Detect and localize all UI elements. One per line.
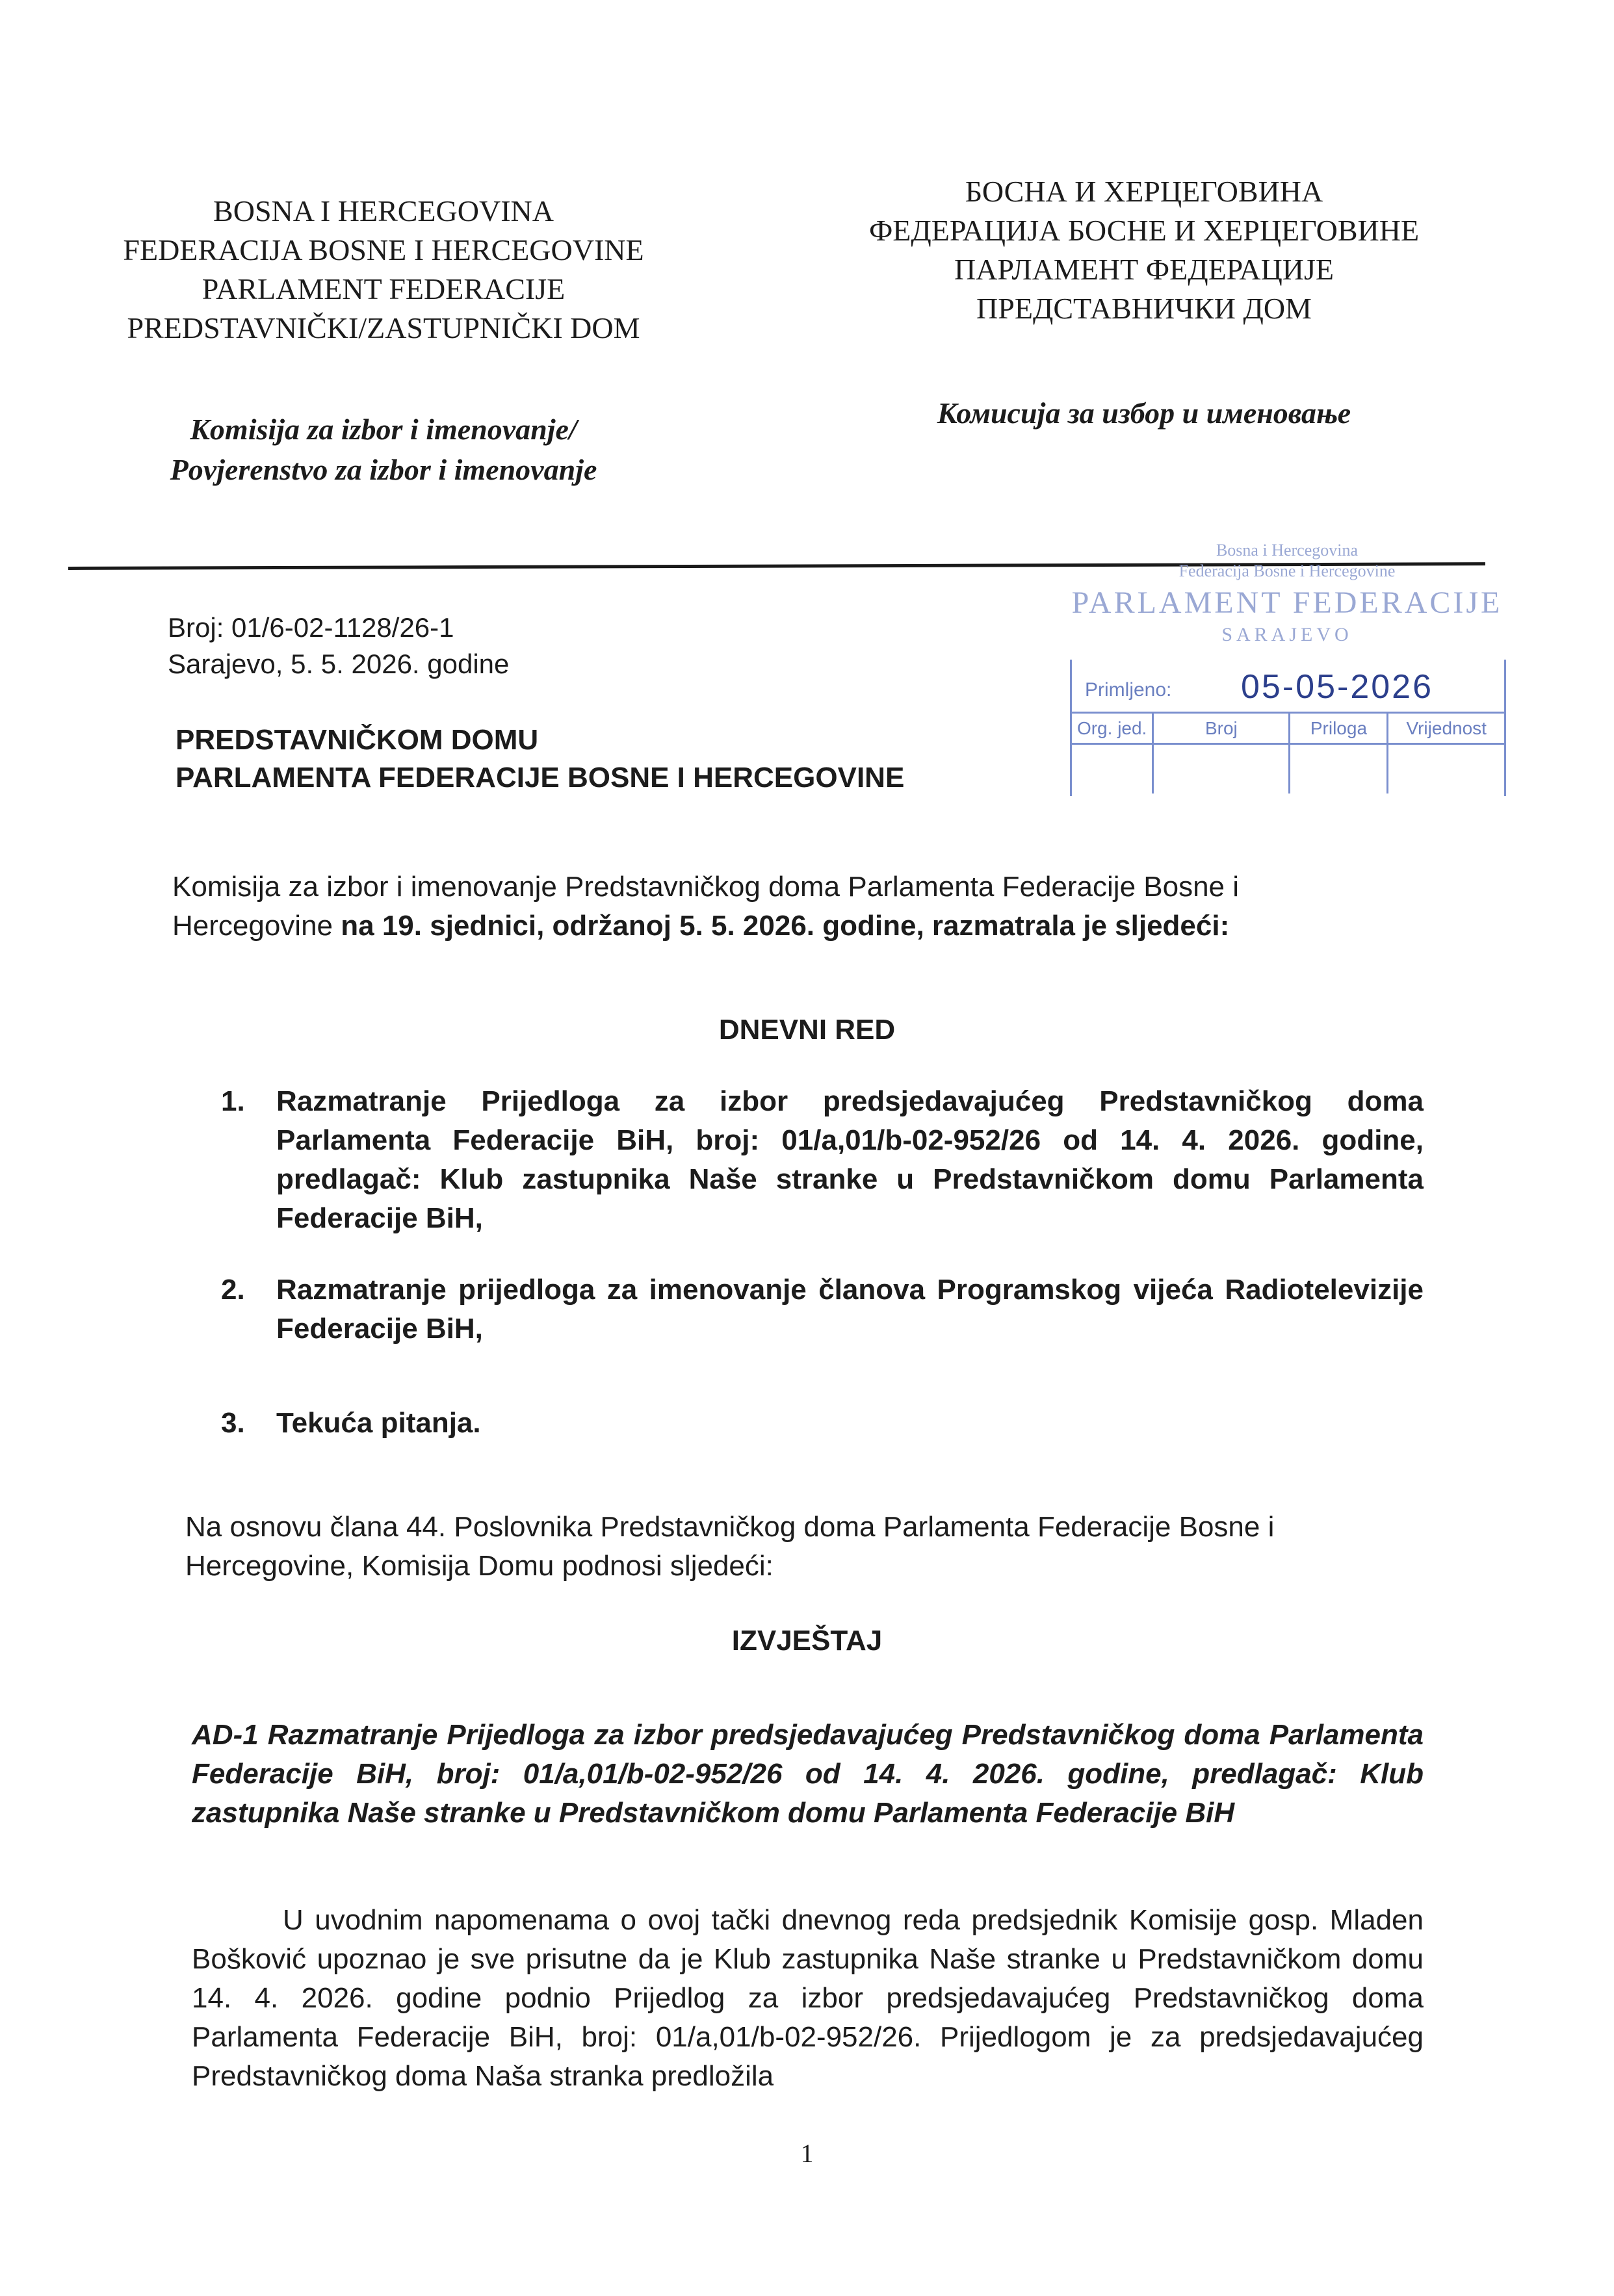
stamp-line: SARAJEVO bbox=[1221, 624, 1353, 645]
header-left bbox=[59, 192, 709, 348]
addressee-line: PARLAMENTA FEDERACIJE BOSNE I HERCEGOVINE bbox=[176, 762, 905, 793]
agenda-item-text: Razmatranje Prijedloga za izbor predsjedavajućeg Predstavničkog doma Parlamenta Federacije BiH, broj: 01/a,01/b-02-952/26 od 14. 4. 2026. godine, predlagač: Klub zastupnika Naše stranke u Predstavničkom domu Parlamenta Federacije BiH, bbox=[276, 1085, 1424, 1234]
stamp-cell bbox=[1154, 745, 1290, 793]
header-left-line: PREDSTAVNIČKI/ZASTUPNIČKI DOM bbox=[127, 311, 640, 344]
committee-left-line: Povjerenstvo za izbor i imenovanje bbox=[170, 453, 597, 486]
stamp-line: Federacija Bosne i Hercegovine bbox=[1178, 561, 1396, 580]
stamp-column-header: Broj bbox=[1154, 714, 1290, 743]
committee-left-line: Komisija za izbor i imenovanje/ bbox=[190, 413, 577, 446]
header-right bbox=[806, 172, 1482, 328]
stamp-cell bbox=[1290, 745, 1388, 793]
header-left-line: FEDERACIJA BOSNE I HERCEGOVINE bbox=[123, 233, 644, 266]
report-title: IZVJEŠTAJ bbox=[731, 1625, 883, 1657]
agenda-item-number: 1. bbox=[221, 1085, 245, 1117]
ad1-heading: AD-1 Razmatranje Prijedloga za izbor predsjedavajućeg Predstavničkog doma Parlamenta Federacije BiH, broj: 01/a,01/b-02-952/26 od 14. 4. 2026. godine, predlagač: Klub zastupnika Naše stranke u Predstavničkom domu Parlamenta Federacije BiH bbox=[192, 1719, 1424, 1829]
addressee bbox=[176, 721, 904, 797]
header-left-line: BOSNA I HERCEGOVINA bbox=[213, 194, 554, 227]
addressee-line: PREDSTAVNIČKOM DOMU bbox=[176, 724, 539, 756]
stamp-column-header: Vrijednost bbox=[1406, 718, 1487, 738]
header-right-line: БОСНА И ХЕРЦЕГОВИНА bbox=[965, 175, 1323, 208]
stamp-cell bbox=[1388, 745, 1504, 793]
document-meta bbox=[168, 610, 509, 682]
intro-bold-text: na 19. sjednici, održanoj 5. 5. 2026. godine, razmatrala je sljedeći: bbox=[341, 910, 1230, 942]
stamp-line: PARLAMENT FEDERACIJE bbox=[1071, 586, 1503, 620]
legal-basis-paragraph: Na osnovu člana 44. Poslovnika Predstavničkog doma Parlamenta Federacije Bosne i Hercegovine, Komisija Domu podnosi sljedeći: bbox=[185, 1511, 1275, 1582]
intro-paragraph bbox=[172, 868, 1407, 946]
stamp-received-date: 05-05-2026 bbox=[1241, 668, 1433, 706]
header-right-line: ПРЕДСТАВНИЧКИ ДОМ bbox=[976, 292, 1312, 325]
agenda-title: DNEVNI RED bbox=[718, 1014, 896, 1046]
stamp-line: Bosna i Hercegovina bbox=[1216, 541, 1359, 560]
header-right-line: ПАРЛАМЕНТ ФЕДЕРАЦИЈЕ bbox=[954, 253, 1334, 286]
stamp-table bbox=[1070, 660, 1506, 796]
received-stamp bbox=[1066, 533, 1508, 799]
stamp-received-row bbox=[1072, 666, 1504, 714]
agenda-item-number: 2. bbox=[221, 1274, 245, 1306]
agenda-item-text: Razmatranje prijedloga za imenovanje članova Programskog vijeća Radiotelevizije Federacije BiH, bbox=[276, 1274, 1424, 1345]
stamp-cell bbox=[1072, 745, 1154, 793]
stamp-column-header: Priloga bbox=[1290, 714, 1388, 743]
intro-text: Komisija za izbor i imenovanje Predstavničkog doma Parlamenta Federacije Bosne i Hercegovine bbox=[172, 871, 1240, 942]
stamp-received-label: Primljeno: bbox=[1085, 679, 1172, 701]
header-left-line: PARLAMENT FEDERACIJE bbox=[202, 272, 566, 305]
committee-left bbox=[59, 409, 709, 490]
committee-right: Комисија за избор и именовање bbox=[937, 396, 1351, 430]
stamp-column-header: Org. jed. bbox=[1072, 714, 1154, 743]
stamp-empty-cells bbox=[1072, 745, 1504, 793]
document-number: Broj: 01/6-02-1128/26-1 bbox=[168, 612, 454, 643]
document-place-date: Sarajevo, 5. 5. 2026. godine bbox=[168, 649, 510, 679]
agenda-item-text: Tekuća pitanja. bbox=[276, 1407, 481, 1439]
agenda-item-number: 3. bbox=[221, 1407, 245, 1439]
header-right-line: ФЕДЕРАЦИЈА БОСНЕ И ХЕРЦЕГОВИНЕ bbox=[868, 214, 1420, 247]
stamp-columns bbox=[1072, 714, 1504, 745]
page-number: 1 bbox=[800, 2139, 814, 2168]
ad1-paragraph: U uvodnim napomenama o ovoj tački dnevnog reda predsjednik Komisije gosp. Mladen Bošković upoznao je sve prisutne da je Klub zastupnika Naše stranke u Predstavničkom domu 14. 4. 2026. godine podnio Prijedlog za izbor predsjedavajućeg Predstavničkog doma Parlamenta Federacije BiH, broj: 01/a,01/b-02-952/26. Prijedlogom je za predsjedavajućeg Predstavničkog doma Naša stranka predložila bbox=[192, 1904, 1424, 2092]
